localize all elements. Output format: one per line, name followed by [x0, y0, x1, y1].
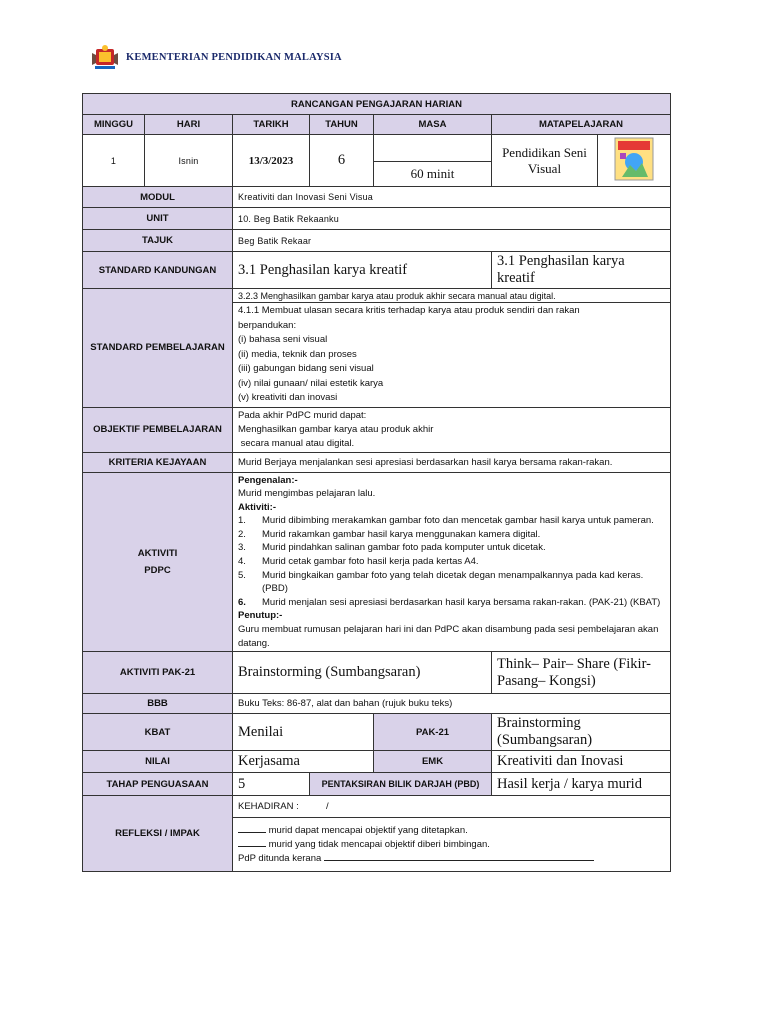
table-title: RANCANGAN PENGAJARAN HARIAN [83, 94, 671, 115]
aktiviti-item-text: Murid pindahkan salinan gambar foto pada komputer untuk dicetak. [262, 542, 546, 554]
sk-value-1: 3.1 Penghasilan karya kreatif [233, 252, 492, 289]
aktiviti-label-line: PDPC [144, 564, 171, 576]
sp-line: berpandukan: [238, 319, 297, 331]
refleksi-value [233, 818, 671, 872]
blank-line [324, 853, 594, 861]
refleksi-text: PdP ditunda kerana [238, 852, 322, 864]
pak21-value-1: Brainstorming (Sumbangsaran) [233, 652, 492, 694]
aktiviti-heading: Aktiviti:- [238, 501, 276, 513]
refleksi-text: murid dapat mencapai objektif yang ditetapkan. [268, 824, 468, 836]
bbb-label: BBB [83, 694, 233, 714]
aktiviti-item-num: 1. [238, 515, 246, 527]
masa-value: 60 minit [374, 162, 492, 187]
kbat-value: Menilai [233, 714, 374, 751]
kehadiran-label: KEHADIRAN : [238, 801, 299, 813]
aktiviti-item-text: Murid rakamkan gambar hasil karya menggunakan kamera digital. [262, 528, 541, 540]
col-matapelajaran: MATAPELAJARAN [492, 115, 671, 135]
objektif-line: Pada akhir PdPC murid dapat: [238, 409, 367, 421]
refleksi-text: murid yang tidak mencapai objektif diberi bimbingan. [268, 838, 490, 850]
unit-label: UNIT [83, 208, 233, 230]
nilai-value: Kerjasama [233, 751, 374, 773]
refleksi-line [238, 838, 665, 852]
tahap-label: TAHAP PENGUASAAN [83, 773, 233, 796]
sp-line: (ii) media, teknik dan proses [238, 348, 357, 360]
pengenalan-text: Murid mengimbas pelajaran lalu. [238, 488, 376, 500]
pbd-value: Hasil kerja / karya murid [492, 773, 671, 796]
ministry-name: KEMENTERIAN PENDIDIKAN MALAYSIA [126, 51, 342, 63]
aktiviti-item-text: Murid dibimbing merakamkan gambar foto dan mencetak gambar hasil karya untuk pameran. [262, 515, 654, 527]
aktiviti-item [238, 596, 665, 610]
aktiviti-item-text: Murid menjalan sesi apresiasi berdasarkan hasil karya bersama rakan-rakan. (PAK-21) (KBAT) [262, 596, 661, 608]
modul-label: MODUL [83, 187, 233, 208]
pbd-label: PENTAKSIRAN BILIK DARJAH (PBD) [310, 773, 492, 796]
matapelajaran-value: Pendidikan Seni Visual [492, 135, 598, 187]
pak21-label: AKTIVITI PAK-21 [83, 652, 233, 694]
blank-line [238, 825, 266, 833]
col-masa: MASA [374, 115, 492, 135]
col-tarikh: TARIKH [233, 115, 310, 135]
tahap-value: 5 [233, 773, 310, 796]
pak21-short-label: PAK-21 [374, 714, 492, 751]
pak21-short-value: Brainstorming (Sumbangsaran) [492, 714, 671, 751]
objektif-label: OBJEKTIF PEMBELAJARAN [83, 407, 233, 452]
pengenalan-heading: Pengenalan:- [238, 474, 298, 486]
tahun-value: 6 [310, 135, 374, 187]
aktiviti-label [83, 472, 233, 652]
sp-line: (v) kreativiti dan inovasi [238, 392, 338, 403]
textbook-cover-icon [614, 137, 654, 181]
aktiviti-value [233, 472, 671, 652]
col-minggu: MINGGU [83, 115, 145, 135]
aktiviti-item-num: 6. [238, 596, 246, 608]
tarikh-value: 13/3/2023 [233, 135, 310, 187]
aktiviti-item-num: 2. [238, 528, 246, 540]
kehadiran-row [233, 796, 671, 818]
objektif-value [233, 407, 671, 452]
sp-line: (iv) nilai gunaan/ nilai estetik karya [238, 377, 384, 389]
aktiviti-item [238, 541, 665, 555]
sp-line: (iii) gabungan bidang seni visual [238, 363, 374, 374]
aktiviti-item-text: Murid bingkaikan gambar foto yang telah dicetak degan menampalkannya pada kad keras. (PBD) [262, 569, 644, 595]
sp-label: STANDARD PEMBELAJARAN [83, 289, 233, 408]
aktiviti-item-num: 4. [238, 556, 246, 568]
aktiviti-item [238, 528, 665, 542]
refleksi-line [238, 852, 665, 866]
textbook-cell [598, 135, 671, 187]
kehadiran-separator: / [326, 801, 329, 813]
col-tahun: TAHUN [310, 115, 374, 135]
sp-line: (i) bahasa seni visual [238, 334, 328, 345]
tajuk-label: TAJUK [83, 230, 233, 252]
hari-value: Isnin [145, 135, 233, 187]
aktiviti-item [238, 555, 665, 569]
emk-value: Kreativiti dan Inovasi [492, 751, 671, 773]
aktiviti-item [238, 514, 665, 528]
objektif-line: secara manual atau digital. [238, 437, 355, 449]
pak21-value-2: Think– Pair– Share (Fikir-Pasang– Kongsi) [492, 652, 671, 694]
sp-line: 4.1.1 Membuat ulasan secara kritis terhadap karya atau produk sendiri dan rakan [238, 305, 580, 316]
malaysia-crest-icon [90, 43, 120, 71]
objektif-line: Menghasilkan gambar karya atau produk akhir [238, 423, 434, 435]
aktiviti-item-text: Murid cetak gambar foto hasil kerja pada kertas A4. [262, 556, 479, 568]
sp-value-1: 3.2.3 Menghasilkan gambar karya atau produk akhir secara manual atau digital. [233, 289, 671, 303]
lesson-plan-table [82, 93, 671, 872]
refleksi-line [238, 824, 665, 838]
kriteria-value: Murid Berjaya menjalankan sesi apresiasi berdasarkan hasil karya bersama rakan-rakan. [233, 452, 671, 472]
sp-value-2 [233, 303, 671, 408]
modul-value: Kreativiti dan Inovasi Seni Visua [233, 187, 671, 208]
kbat-label: KBAT [83, 714, 233, 751]
aktiviti-item-num: 5. [238, 569, 246, 581]
col-hari: HARI [145, 115, 233, 135]
emk-label: EMK [374, 751, 492, 773]
blank-line [238, 839, 266, 847]
sk-label: STANDARD KANDUNGAN [83, 252, 233, 289]
tajuk-value: Beg Batik Rekaar [233, 230, 671, 252]
kriteria-label: KRITERIA KEJAYAAN [83, 452, 233, 472]
unit-value: 10. Beg Batik Rekaanku [233, 208, 671, 230]
page-header [90, 42, 342, 72]
masa-blank [374, 135, 492, 162]
minggu-value: 1 [83, 135, 145, 187]
aktiviti-item-num: 3. [238, 542, 246, 554]
aktiviti-item [238, 569, 665, 596]
sk-value-2: 3.1 Penghasilan karya kreatif [492, 252, 671, 289]
aktiviti-label-line: AKTIVITI [137, 547, 178, 559]
bbb-value: Buku Teks: 86-87, alat dan bahan (rujuk buku teks) [233, 694, 671, 714]
nilai-label: NILAI [83, 751, 233, 773]
penutup-heading: Penutup:- [238, 610, 283, 622]
refleksi-label: REFLEKSI / IMPAK [83, 796, 233, 872]
penutup-text: Guru membuat rumusan pelajaran hari ini dan PdPC akan disambung pada sesi pembelajaran akan datang. [238, 624, 659, 649]
